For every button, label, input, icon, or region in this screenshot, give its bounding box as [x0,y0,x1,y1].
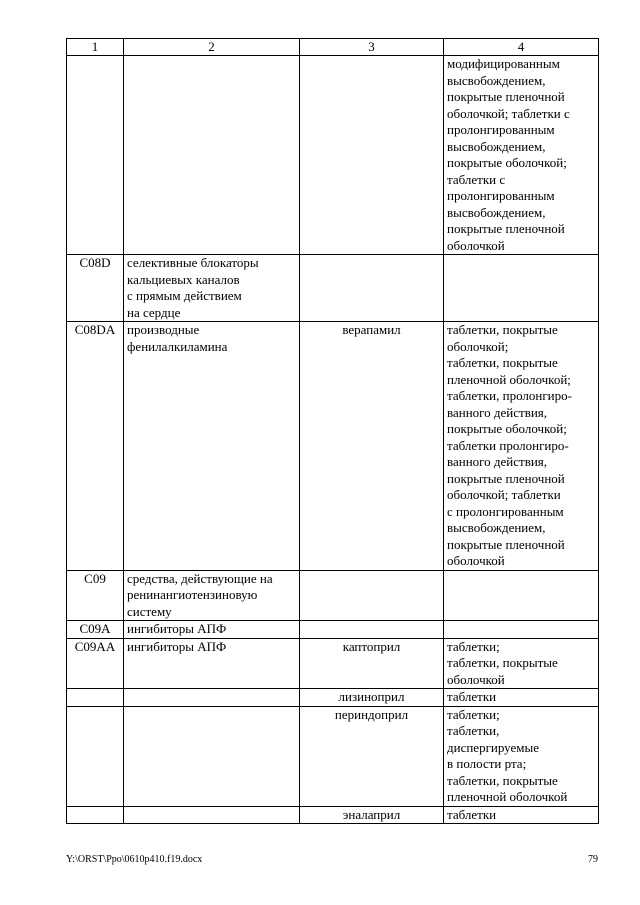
atc-code-cell [67,56,124,255]
column-header-1: 1 [67,39,124,56]
table-row [67,806,599,824]
inn-cell [300,56,444,255]
group-name-cell: ингибиторы АПФ [124,621,300,639]
atc-code-cell [67,706,124,806]
inn-cell: верапамил [300,322,444,571]
atc-code-cell: C09A [67,621,124,639]
inn-cell: лизиноприл [300,689,444,707]
group-name-cell: средства, действующие на ренинангиотензиновую систему [124,570,300,621]
dosage-form-cell: таблетки; таблетки, диспергируемые в полости рта; таблетки, покрытые пленочной оболочкой [444,706,599,806]
dosage-form-cell [444,255,599,322]
table-row [67,255,599,322]
atc-code-cell [67,689,124,707]
table-row [67,570,599,621]
table-row [67,689,599,707]
group-name-cell [124,689,300,707]
group-name-cell: ингибиторы АПФ [124,638,300,689]
group-name-cell [124,806,300,824]
dosage-form-cell [444,570,599,621]
dosage-form-cell [444,621,599,639]
inn-cell [300,570,444,621]
table-row [67,638,599,689]
atc-code-cell [67,806,124,824]
group-name-cell: производные фенилалкиламина [124,322,300,571]
page-number: 79 [588,854,598,865]
dosage-form-cell: таблетки [444,689,599,707]
table-row [67,621,599,639]
inn-cell: каптоприл [300,638,444,689]
group-name-cell: селективные блокаторы кальциевых каналов с прямым действием на сердце [124,255,300,322]
table-row [67,56,599,255]
group-name-cell [124,706,300,806]
column-header-2: 2 [124,39,300,56]
atc-code-cell: C09AA [67,638,124,689]
table-header-row [67,39,599,56]
dosage-form-cell: таблетки; таблетки, покрытые оболочкой [444,638,599,689]
dosage-form-cell: таблетки [444,806,599,824]
inn-cell: периндоприл [300,706,444,806]
table-row [67,706,599,806]
inn-cell [300,255,444,322]
column-header-3: 3 [300,39,444,56]
atc-code-cell: C09 [67,570,124,621]
drug-classification-table [66,38,599,824]
atc-code-cell: C08DA [67,322,124,571]
atc-code-cell: C08D [67,255,124,322]
dosage-form-cell: модифицированным высвобождением, покрытые пленочной оболочкой; таблетки с пролонгированным высвобождением, покрытые оболочкой; таблетки с пролонгированным высвобождением, покрытые пленочной оболочкой [444,56,599,255]
inn-cell: эналаприл [300,806,444,824]
document-file-path: Y:\ORST\Ppo\0610p410.f19.docx [66,854,203,865]
inn-cell [300,621,444,639]
dosage-form-cell: таблетки, покрытые оболочкой; таблетки, покрытые пленочной оболочкой; таблетки, пролонгиро- ванного действия, покрытые оболочкой; таблетки пролонгиро- ванного действия, покрытые пленочной оболочкой; таблетки с пролонгированным высвобождением, покрытые пленочной оболочкой [444,322,599,571]
table-row [67,322,599,571]
column-header-4: 4 [444,39,599,56]
group-name-cell [124,56,300,255]
